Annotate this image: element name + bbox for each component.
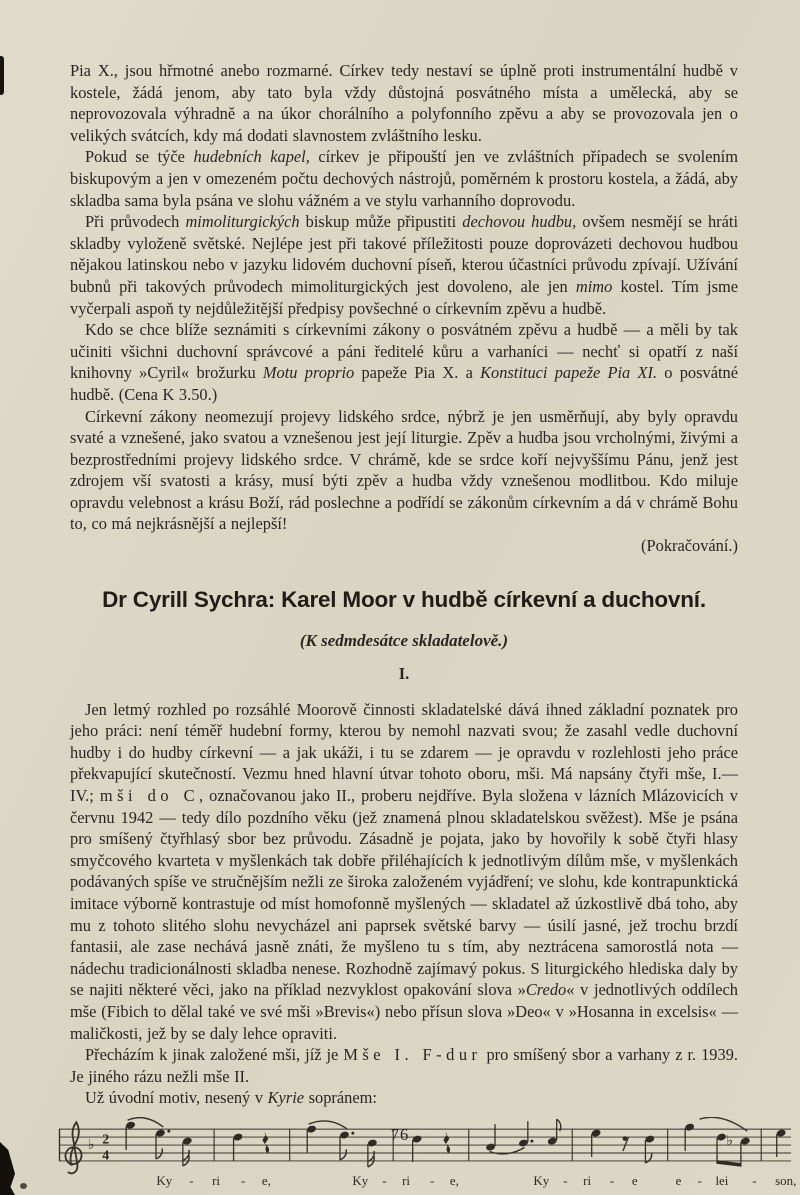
lyric-syllable: ri bbox=[583, 1172, 592, 1188]
scan-artifact bbox=[0, 1142, 15, 1195]
section-numeral: I. bbox=[398, 663, 410, 683]
lyric-syllable: Ky bbox=[156, 1172, 173, 1188]
paragraph: Přecházím k jinak založené mši, jíž je Mše I. F-dur pro smíšený sbor a varhany z r. 1939. Je jiného rázu nežli mše II. bbox=[70, 1045, 738, 1086]
paragraph: Při průvodech mimoliturgických biskup může připustiti dechovou hudbu, ovšem nesmějí se hráti skladby vyloženě světské. Nejlépe jest při takové příležitosti pouze doprovázeti dechovou hudbou nějakou latinskou nebo v jazyku lidovém duchovní píseň, kterou účastníci průvodu zpívají. Užívání bubnů při takových průvodech mimoliturgických jest dovoleno, ale jen mimo kostel. Tím jsme vyčerpali aspoň ty nejdůležitější předpisy povšechné o církevním zpěvu a hudbě. bbox=[70, 212, 738, 318]
lyric-syllable: Ky bbox=[352, 1172, 369, 1188]
article-church-music bbox=[70, 60, 738, 557]
svg-text:4: 4 bbox=[102, 1148, 110, 1164]
scan-artifact bbox=[0, 56, 4, 95]
lyric-syllable: - bbox=[752, 1172, 757, 1188]
article-subtitle: (K sedmdesátce skladatelově.) bbox=[299, 630, 509, 650]
text-column bbox=[70, 60, 797, 1191]
lyric-syllable: - bbox=[189, 1172, 194, 1188]
article-title: Dr Cyrill Sychra: Karel Moor v hudbě církevní a duchovní. bbox=[102, 586, 706, 612]
lyric-syllable: - bbox=[382, 1172, 387, 1188]
lyric-syllable: - bbox=[240, 1172, 246, 1188]
paragraph: Jen letmý rozhled po rozsáhlé Moorově činnosti skladatelské dává ihned základní poznatek pro jeho práci: není téměř hudební formy, kterou by nemohl nazvati svou; že zasahl vedle duchovní hudby i do hudby církevní — a jak ukáži, i tu se zdarem — je opravdu v rozlehlosti jeho práce překvapující skutečností. Vezmu hned hlavní útvar tohoto oboru, mši. Má napsány čtyři mše, I.—IV.; mši do C, označovanou jako II., proberu nejdříve. Byla složena v lázních Mlázovicích v červnu 1942 — tedy dílo pozdního věku (jež znamená plnou skladatelskou svěžest). Mše je psána pro smíšený čtyřhlasý sbor bez průvodu. Zásadně je pojata, jako by hovořily k sobě čtyři hlasy smyčcového kvarteta v myšlenkách tak dobře přiléhajících k jednotlivým dílům mše, v myšlenkách podávaných spíše ve stručnějším nežli ze široka založeném vyjádření; ve slohu, kde kontrapunktická imitace výborně kontrastuje od míst homofonně myšlených — skladatel až úzkostlivě dbá toho, aby mu z tohoto slitého slohu nevycházel ani paprsek světské barvy — úsilí jasné, jež trochu brzdí fantasii, ale zase nechává jasně znáti, že myšleno tu s tím, aby neztrácena samorostlá nota — nádechu tradicionálnosti skladba nenese. Rozhodně zajímavý pokus. S liturgického hlediska daly by se najiti některé věci, jako na příklad nezvyklost opakování slova »Credo« v jednotlivých oddílech mše (Fibich to dělal také ve své mši »Brevis«) nebo přísun slova »Deo« v »Hosanna in excelsis« — maličkosti, jež by se daly lehce opraviti. bbox=[70, 699, 739, 1043]
lyric-syllable: - bbox=[610, 1172, 615, 1188]
scan-artifact bbox=[20, 1183, 27, 1189]
lyric-syllable: e, bbox=[449, 1172, 459, 1188]
continuation-note: (Pokračování.) bbox=[641, 536, 738, 556]
paragraph: Pokud se týče hudebních kapel, církev je připouští jen ve zvláštních případech se svolením biskupovým a jen v omezeném počtu dechových nástrojů, poměrném k prostoru kostela, a žádá, aby skladba sama byla psána ve slohu vážném a ve stylu varhanního doprovodu. bbox=[70, 147, 738, 210]
lyric-syllable: - bbox=[697, 1172, 702, 1188]
lyric-syllable: ri bbox=[212, 1172, 221, 1188]
paragraph: Církevní zákony neomezují projevy lidského srdce, nýbrž je jen usměrňují, aby byly opravdu svaté a vznešené, jako svatou a vznešenou jest její liturgie. Zpěv a hudba jsou vrcholnými, živými a bezprostředními projevy lidského srdce. V chrámě, kde se srdce koří nejvyššímu Pánu, jenž jest zdrojem vší svatosti a krásy, musí býti zpěv a hudba vždy vznešenou modlitbou. Kdo miluje opravdu velebnost a krásu Boží, rád poslechne a podřídí se zákonům církevním a dá v chrámě Bohu to, co má nejkrásnější a nejlepší! bbox=[70, 406, 738, 534]
key-signature-flat-icon: ♭ bbox=[87, 1137, 95, 1153]
lyric-syllable: Ky bbox=[533, 1172, 550, 1188]
lyric-syllable: son, bbox=[775, 1172, 797, 1188]
lyric-syllable: e, bbox=[261, 1172, 271, 1188]
lyric-syllable: e bbox=[631, 1172, 638, 1188]
lyric-syllable: - bbox=[563, 1172, 568, 1188]
lyric-syllable: lei bbox=[715, 1172, 729, 1188]
page-number: 76 bbox=[390, 1125, 410, 1144]
lyrics-row bbox=[156, 1173, 796, 1188]
paragraph: Už úvodní motiv, nesený v Kyrie sopránem: bbox=[85, 1088, 377, 1108]
accidental-flat-icon: ♭ bbox=[726, 1133, 733, 1149]
paragraph: Kdo se chce blíže seznámiti s církevními zákony o posvátném zpěvu a hudbě — a měli by tak učiniti všichni duchovní správcové a páni ředitelé kůru a varhaníci — nechť si opatří z naší knihovny »Cyril« brožurku Motu proprio papeže Pia X. a Konstituci papeže Pia XI. o posvátné hudbě. (Cena K 3.50.) bbox=[70, 320, 739, 404]
article-karel-moor bbox=[70, 586, 797, 1191]
lyric-syllable: - bbox=[429, 1172, 435, 1188]
svg-text:2: 2 bbox=[102, 1132, 110, 1148]
lyric-syllable: e bbox=[675, 1172, 682, 1188]
paragraph: Pia X., jsou hřmotné anebo rozmarné. Církev tedy nestaví se úplně proti instrumentální hudbě v kostele, žádá jenom, aby tato byla vždy důstojná posvátného místa a umělecká, aby se neprovozovala výhradně a na úkor chorálního a polyfonního zpěvu a aby se provozovala jen o velikých svátcích, kdy má dodati slavnostem zvláštního lesku. bbox=[70, 61, 738, 145]
lyric-syllable: ri bbox=[402, 1172, 411, 1188]
